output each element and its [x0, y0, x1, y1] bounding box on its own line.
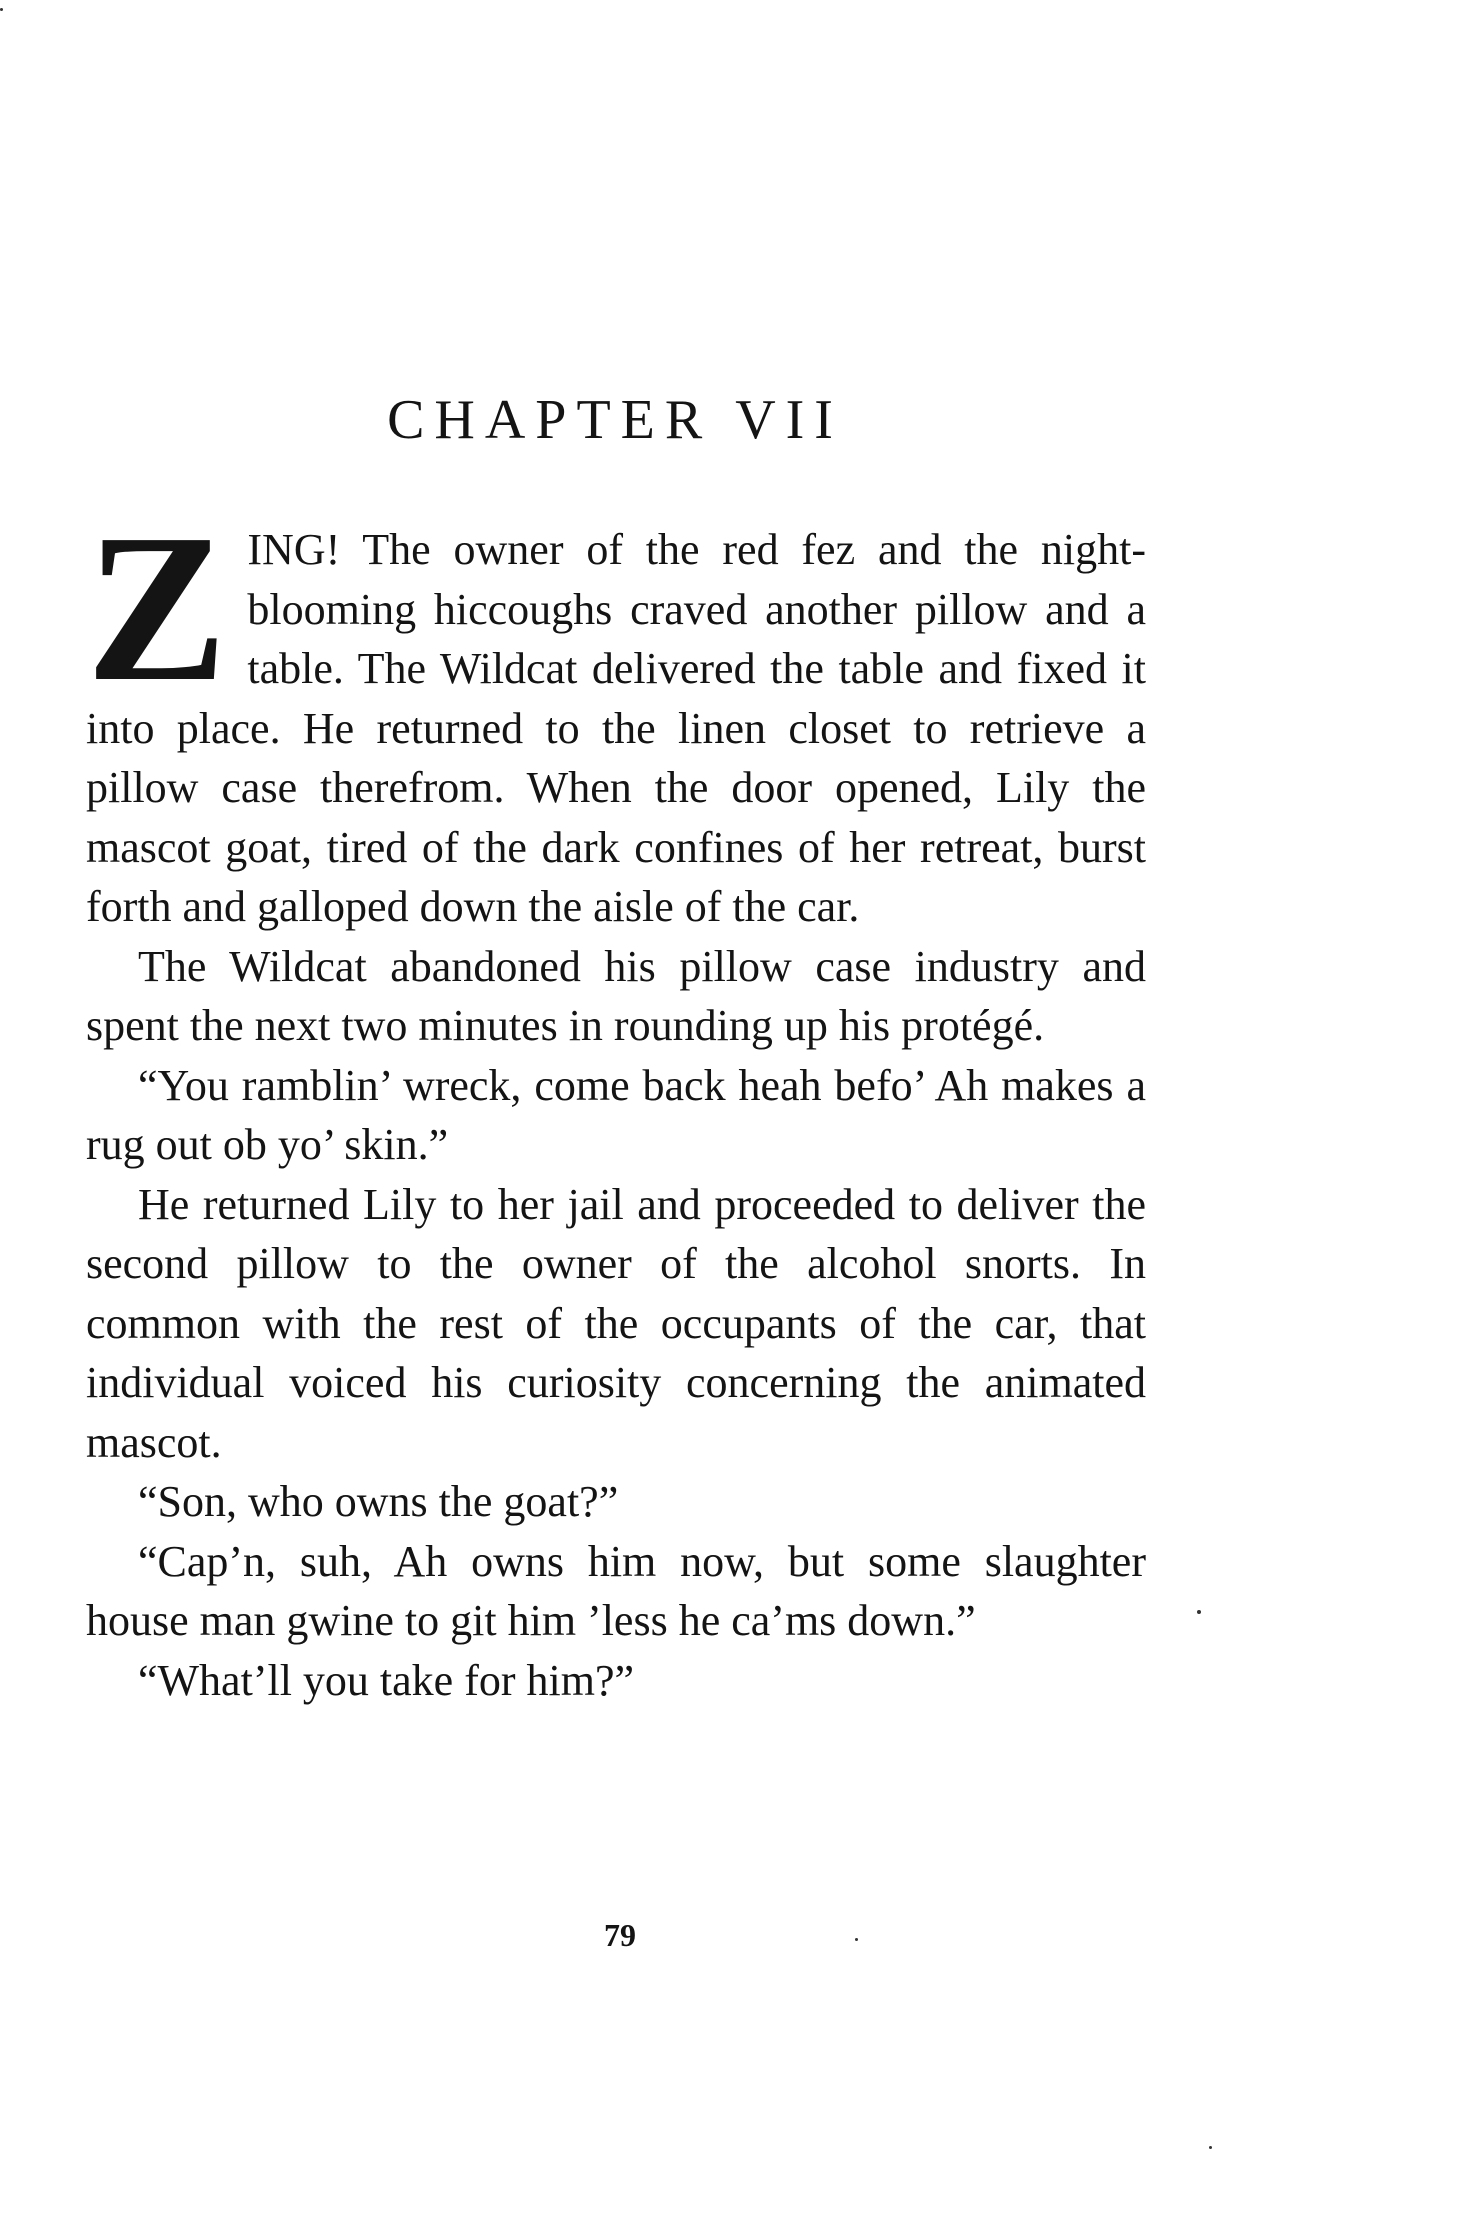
- paragraph: ING! The owner of the red fez and the night-blooming hiccoughs craved another pillow and a table. The Wildcat delivered the table and fixed it into place. He returned to the linen closet to retrieve a pillow case therefrom. When the door opened, Lily the mascot goat, tired of the dark confines of her retreat, burst forth and galloped down the aisle of the car.: [86, 525, 1146, 931]
- paragraph: The Wildcat abandoned his pillow case industry and spent the next two minutes in rounding up his protégé.: [86, 941, 1146, 1050]
- paragraph: He returned Lily to her jail and proceeded to deliver the second pillow to the owner of the alcohol snorts. In common with the rest of the occupants of the car, that individual voiced his curiosity concerning the animated mascot.: [86, 1179, 1146, 1467]
- paragraph: “What’ll you take for him?”: [138, 1655, 635, 1705]
- paragraph: “Cap’n, suh, Ah owns him now, but some slaughter house man gwine to git him ’less he ca’ms down.”: [86, 1536, 1146, 1645]
- scan-speck: [1209, 2146, 1212, 2149]
- body-text: [86, 490, 1146, 1710]
- drop-cap-letter: Z: [86, 490, 228, 725]
- scan-speck: [855, 1938, 858, 1941]
- page-number: 79: [604, 1917, 636, 1953]
- paragraph: “Son, who owns the goat?”: [138, 1477, 619, 1526]
- chapter-heading: CHAPTER VII: [387, 389, 843, 451]
- scan-speck: [1197, 1610, 1201, 1614]
- paragraph: “You ramblin’ wreck, come back heah befo’ Ah makes a rug out ob yo’ skin.”: [86, 1060, 1146, 1169]
- scan-speck: [0, 8, 3, 11]
